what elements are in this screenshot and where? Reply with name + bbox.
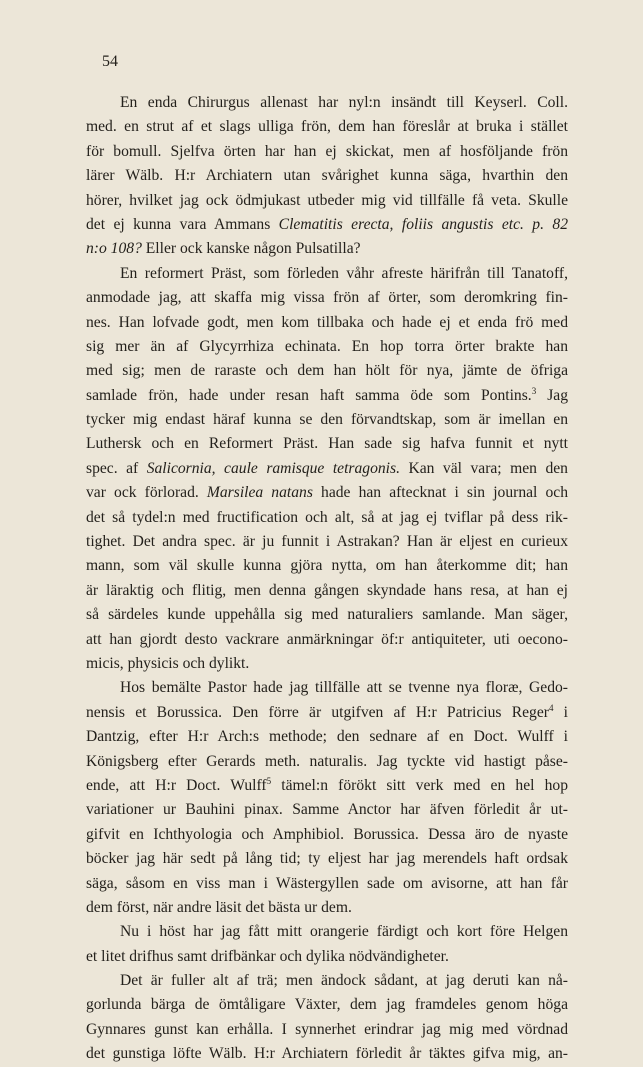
text-segment: Nu i höst har jag fått mitt orangerie färdigt och kort före Helgen — [120, 923, 568, 941]
text-segment: Dantzig, efter H:r Arch:s methode; den sednare af en Doct. Wulff i — [86, 728, 568, 746]
text-line — [86, 750, 568, 774]
text-segment: Hos bemälte Pastor hade jag tillfälle att se tvenne nya floræ, Gedo- — [120, 679, 568, 697]
text-segment: anmodade jag, att skaffa mig vissa frön af örter, som deromkring fin- — [86, 289, 568, 307]
text-line — [86, 1042, 568, 1066]
body-text — [86, 91, 568, 1067]
text-segment: dem först, när andre läsit det bästa ur dem. — [86, 898, 352, 916]
text-segment: var ock förlorad. — [86, 484, 207, 502]
text-line — [86, 91, 568, 115]
footnote-marker: 5 — [266, 775, 272, 786]
text-line — [86, 798, 568, 822]
text-line — [86, 506, 568, 530]
text-segment: Jag — [536, 386, 568, 404]
text-line — [86, 945, 568, 969]
text-line — [86, 872, 568, 896]
text-line — [86, 579, 568, 603]
text-line — [86, 384, 568, 408]
text-segment: lärer Wälb. H:r Archiatern utan svårighet kunna säga, hvarthin den — [86, 167, 568, 185]
text-segment: Kan väl vara; men den — [399, 459, 568, 477]
text-segment: spec. af — [86, 459, 147, 477]
text-line — [86, 140, 568, 164]
text-line — [86, 432, 568, 456]
text-segment: hade han aftecknat i sin journal och — [312, 484, 568, 502]
text-segment: nensis et Borussica. Den förre är utgifven af H:r Patricius Reger — [86, 703, 549, 721]
text-segment: nes. Han lofvade godt, men kom tillbaka och hade ej et enda frö med — [86, 313, 568, 331]
text-line — [86, 189, 568, 213]
text-line — [86, 896, 568, 920]
text-segment: En reformert Präst, som förleden våhr afreste härifrån till Tanatoff, — [120, 264, 568, 282]
text-line — [86, 408, 568, 432]
text-line — [86, 969, 568, 993]
text-line — [86, 311, 568, 335]
text-line — [86, 823, 568, 847]
text-line — [86, 359, 568, 383]
text-line — [86, 481, 568, 505]
text-segment: det så tydel:n med fructification och alt, så at jag ej tviflar på dess rik- — [86, 508, 568, 526]
text-line — [86, 115, 568, 139]
text-segment: tighet. Det andra spec. är ju funnit i Astrakan? Han är eljest en curieux — [86, 533, 568, 551]
text-line — [86, 530, 568, 554]
text-line — [86, 676, 568, 700]
page-number: 54 — [102, 53, 118, 70]
text-segment: hörer, hvilket jag ock ödmjukast utbeder mig vid tillfälle få veta. Skulle — [86, 191, 568, 209]
text-line — [86, 920, 568, 944]
text-segment: i — [553, 703, 568, 721]
text-segment: med sig; men de raraste och dem han hölt för nya, jämte de öfriga — [86, 362, 568, 380]
text-line — [86, 164, 568, 188]
text-line — [86, 335, 568, 359]
text-segment: variationer ur Bauhini pinax. Samme Anctor har äfven förledit år ut- — [86, 801, 568, 819]
text-segment: tycker mig endast häraf kunna se den förvandtskap, som är imellan en — [86, 411, 568, 429]
text-line — [86, 628, 568, 652]
text-segment: samlade frön, hade under resan haft samma öde som Pontins. — [86, 386, 532, 404]
text-line — [86, 457, 568, 481]
text-segment: mann, som väl skulle kunna gjöra nytta, om han återkomme dit; han — [86, 557, 568, 575]
text-segment: med. en strut af et slags ulliga frön, dem han föreslår at bruka i stället — [86, 118, 568, 136]
text-line — [86, 213, 568, 237]
text-line — [86, 847, 568, 871]
italic-text: n:o 108? — [86, 240, 142, 258]
text-line — [86, 701, 568, 725]
text-segment: sig mer än af Glycyrrhiza echinata. En hop torra örter brakte han — [86, 337, 568, 355]
text-segment: Königsberg efter Gerards meth. naturalis. Jag tyckte vid hastigt påse- — [86, 752, 568, 770]
text-line — [86, 554, 568, 578]
text-segment: gifvit en Ichthyologia och Amphibiol. Borussica. Dessa äro de nyaste — [86, 825, 568, 843]
text-segment: Eller ock kanske någon Pulsatilla? — [141, 240, 361, 258]
text-line — [86, 603, 568, 627]
text-line — [86, 237, 568, 261]
text-line — [86, 286, 568, 310]
text-segment: säga, såsom en viss man i Wästergyllen sade om avisorne, att han får — [86, 874, 568, 892]
text-segment: tämel:n förökt sitt verk med en hel hop — [271, 776, 568, 794]
text-segment: Gynnares gunst kan erhålla. I synnerhet erindrar jag mig med vördnad — [86, 1020, 568, 1038]
text-segment: et litet drifhus samt drifbänkar och dylika nödvändigheter. — [86, 947, 449, 965]
text-segment: gorlunda bärga de ömtåligare Växter, dem jag framdeles genom höga — [86, 996, 568, 1014]
footnote-marker: 4 — [548, 702, 554, 713]
text-line — [86, 774, 568, 798]
text-line — [86, 652, 568, 676]
footnote-marker: 3 — [531, 385, 537, 396]
italic-text: Clematitis erecta, foliis angustis etc. p. 82 — [278, 215, 568, 233]
text-line — [86, 993, 568, 1017]
text-segment: för bomull. Sjelfva örten har han ej skickat, men af hosföljande frön — [86, 142, 568, 160]
text-line — [86, 1018, 568, 1042]
text-line — [86, 262, 568, 286]
text-segment: att han gjordt desto vackrare anmärkningar öf:r antiquiteter, uti oecono- — [86, 630, 568, 648]
text-segment: micis, physicis och dylikt. — [86, 654, 250, 672]
text-segment: så särdeles kunde uppehålla sig med naturaliers samlande. Man säger, — [86, 606, 568, 624]
italic-text: Marsilea natans — [206, 484, 313, 502]
text-segment: det ej kunna vara Ammans — [86, 215, 279, 233]
text-segment: Det är fuller alt af trä; men ändock sådant, at jag deruti kan nå- — [120, 972, 568, 990]
text-segment: böcker jag här sedt på lång tid; ty eljest har jag merendels haft ordsak — [86, 850, 568, 868]
text-segment: En enda Chirurgus allenast har nyl:n insändt till Keyserl. Coll. — [120, 94, 568, 111]
text-segment: det gunstiga löfte Wälb. H:r Archiatern förledit år täktes gifva mig, an- — [86, 1045, 568, 1063]
text-line — [86, 725, 568, 749]
text-segment: ende, att H:r Doct. Wulff — [86, 776, 267, 794]
italic-text: Salicornia, caule ramisque tetragonis. — [146, 459, 400, 477]
text-segment: Luthersk och en Reformert Präst. Han sade sig hafva funnit et nytt — [86, 435, 568, 453]
text-segment: är läraktig och flitig, men denna gången skyndade hans resa, at han ej — [86, 581, 568, 599]
